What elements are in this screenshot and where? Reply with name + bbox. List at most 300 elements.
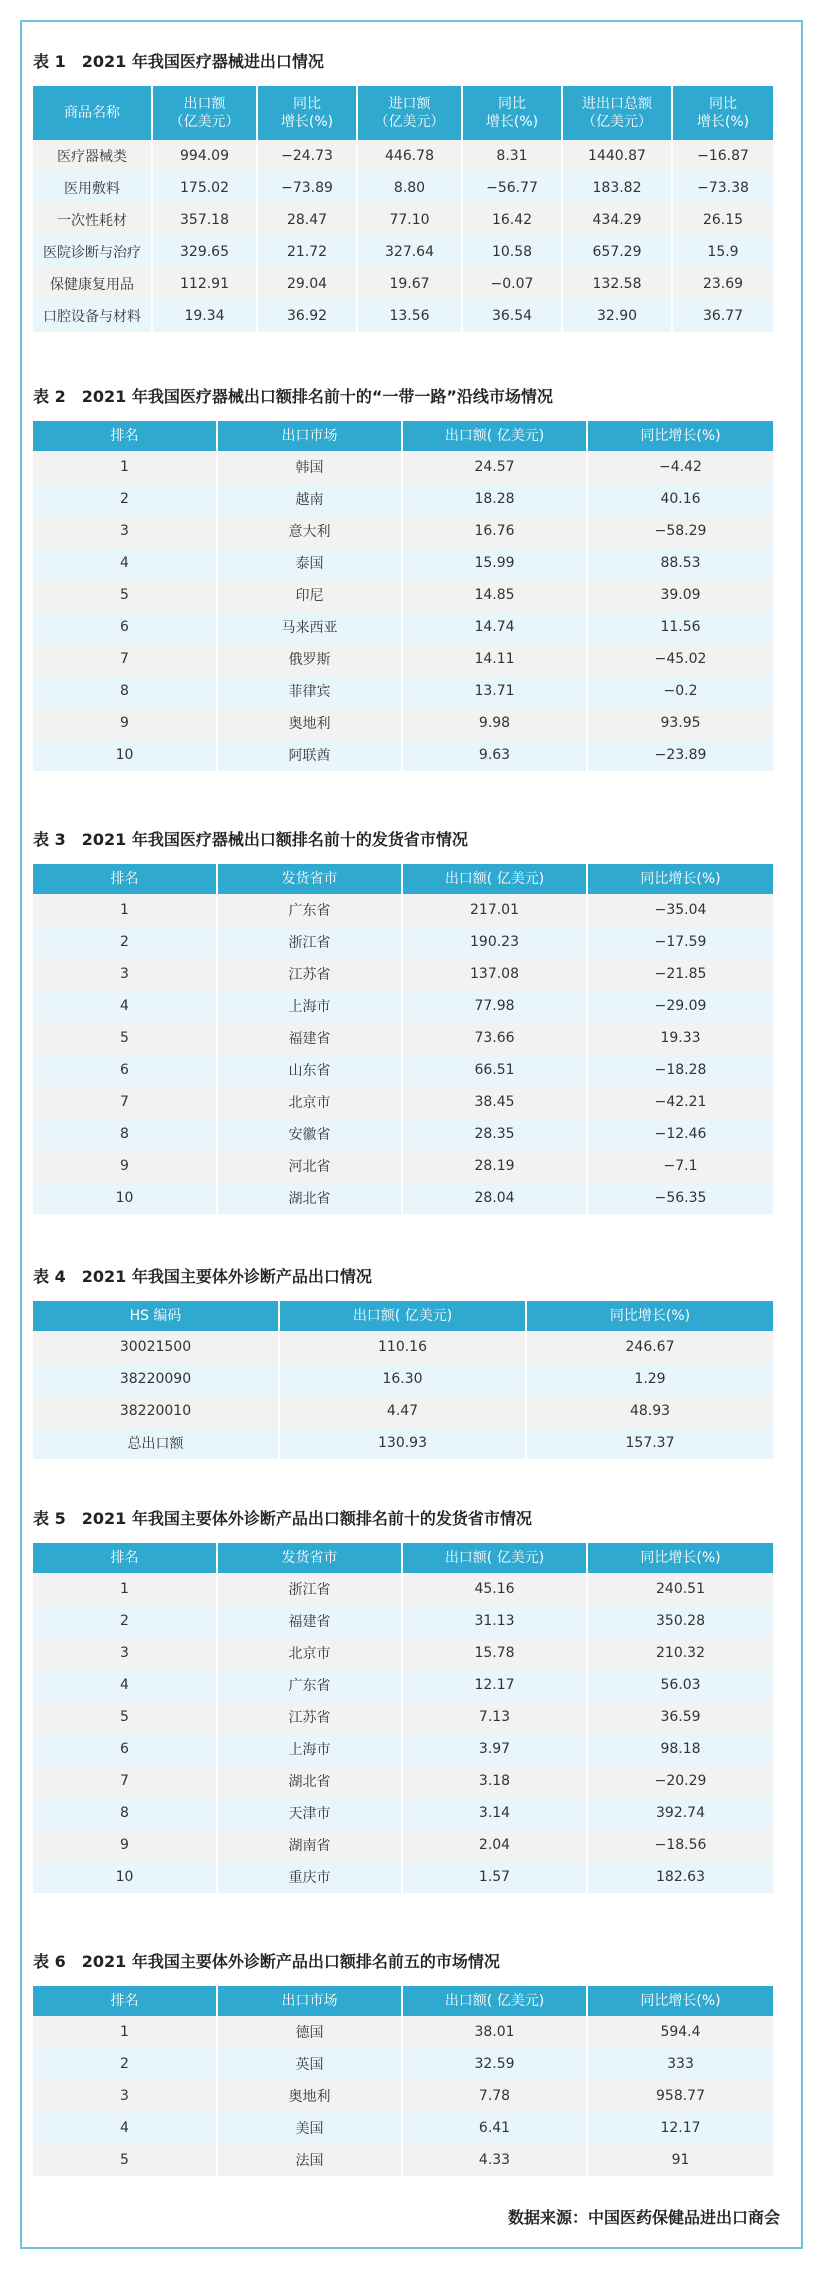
table-caption — [33, 1265, 773, 1289]
table-cell: 38220090 — [33, 1363, 280, 1395]
table-row — [33, 1733, 773, 1765]
table-cell: 2 — [33, 483, 218, 515]
table-cell: 130.93 — [280, 1427, 527, 1459]
table-cell: 9 — [33, 1150, 218, 1182]
table-cell: 韩国 — [218, 451, 403, 483]
table-cell: 北京市 — [218, 1637, 403, 1669]
table-cell: 110.16 — [280, 1331, 527, 1363]
table-cell: −73.38 — [673, 172, 773, 204]
table-cell: 12.17 — [588, 2112, 773, 2144]
table-cell: 132.58 — [563, 268, 673, 300]
table-cell: 江苏省 — [218, 1701, 403, 1733]
table-cell: 32.90 — [563, 300, 673, 332]
table-row — [33, 1669, 773, 1701]
table-row — [33, 236, 773, 268]
table-cell: 11.56 — [588, 611, 773, 643]
table-section-2 — [33, 385, 773, 771]
table-caption — [33, 1950, 773, 1974]
table-cell: 45.16 — [403, 1573, 588, 1605]
table-row — [33, 2048, 773, 2080]
table-number: 表 5 — [33, 1509, 66, 1528]
table-cell: 浙江省 — [218, 926, 403, 958]
table-cell: 12.17 — [403, 1669, 588, 1701]
table-cell: 217.01 — [403, 894, 588, 926]
table-cell: 10 — [33, 1861, 218, 1893]
table-cell: 美国 — [218, 2112, 403, 2144]
table-row — [33, 1150, 773, 1182]
data-table — [33, 421, 773, 771]
table-cell: 广东省 — [218, 894, 403, 926]
table-cell: −17.59 — [588, 926, 773, 958]
table-cell: 德国 — [218, 2016, 403, 2048]
table-cell: 434.29 — [563, 204, 673, 236]
table-cell: 2.04 — [403, 1829, 588, 1861]
table-cell: 39.09 — [588, 579, 773, 611]
table-row — [33, 579, 773, 611]
table-cell: 14.11 — [403, 643, 588, 675]
table-cell: 357.18 — [153, 204, 258, 236]
column-header: 发货省市 — [218, 864, 403, 894]
table-cell: 333 — [588, 2048, 773, 2080]
column-header: 进口额 （亿美元） — [358, 86, 463, 140]
table-cell: 3 — [33, 515, 218, 547]
table-cell: 2 — [33, 1605, 218, 1637]
table-row — [33, 1605, 773, 1637]
column-header: 出口额( 亿美元) — [403, 1986, 588, 2016]
table-cell: 7 — [33, 1765, 218, 1797]
table-cell: 上海市 — [218, 1733, 403, 1765]
table-cell: −20.29 — [588, 1765, 773, 1797]
table-cell: 19.34 — [153, 300, 258, 332]
table-cell: −58.29 — [588, 515, 773, 547]
table-cell: 183.82 — [563, 172, 673, 204]
table-row — [33, 1086, 773, 1118]
table-row — [33, 204, 773, 236]
table-cell: −18.28 — [588, 1054, 773, 1086]
column-header: 排名 — [33, 421, 218, 451]
table-cell: 594.4 — [588, 2016, 773, 2048]
table-cell: 马来西亚 — [218, 611, 403, 643]
table-cell: 29.04 — [258, 268, 358, 300]
table-cell: −56.77 — [463, 172, 563, 204]
table-cell: 一次性耗材 — [33, 204, 153, 236]
table-cell: 天津市 — [218, 1797, 403, 1829]
table-cell: 73.66 — [403, 1022, 588, 1054]
table-cell: 77.10 — [358, 204, 463, 236]
table-cell: 10.58 — [463, 236, 563, 268]
table-cell: 66.51 — [403, 1054, 588, 1086]
table-cell: −42.21 — [588, 1086, 773, 1118]
table-cell: 山东省 — [218, 1054, 403, 1086]
table-cell: 浙江省 — [218, 1573, 403, 1605]
column-header: 出口额( 亿美元) — [403, 1543, 588, 1573]
table-cell: 6 — [33, 1054, 218, 1086]
table-row — [33, 739, 773, 771]
table-title: 2021 年我国医疗器械出口额排名前十的发货省市情况 — [81, 830, 468, 849]
table-cell: 1 — [33, 2016, 218, 2048]
table-cell: 7.13 — [403, 1701, 588, 1733]
table-cell: −29.09 — [588, 990, 773, 1022]
table-cell: 7 — [33, 643, 218, 675]
table-row — [33, 958, 773, 990]
table-row — [33, 300, 773, 332]
table-section-1 — [33, 50, 773, 332]
column-header: 发货省市 — [218, 1543, 403, 1573]
table-cell: 意大利 — [218, 515, 403, 547]
table-cell: 3 — [33, 1637, 218, 1669]
table-row — [33, 1022, 773, 1054]
table-cell: 23.69 — [673, 268, 773, 300]
table-cell: 240.51 — [588, 1573, 773, 1605]
table-cell: 13.71 — [403, 675, 588, 707]
table-cell: 湖北省 — [218, 1765, 403, 1797]
table-cell: 医用敷料 — [33, 172, 153, 204]
table-cell: 2 — [33, 926, 218, 958]
column-header: 同比 增长(%) — [463, 86, 563, 140]
table-cell: 湖南省 — [218, 1829, 403, 1861]
table-cell: 福建省 — [218, 1022, 403, 1054]
table-cell: 俄罗斯 — [218, 643, 403, 675]
table-cell: 137.08 — [403, 958, 588, 990]
table-cell: 329.65 — [153, 236, 258, 268]
table-cell: 5 — [33, 579, 218, 611]
table-cell: 印尼 — [218, 579, 403, 611]
table-cell: 奥地利 — [218, 2080, 403, 2112]
table-cell: 福建省 — [218, 1605, 403, 1637]
table-row — [33, 1829, 773, 1861]
table-cell: 保健康复用品 — [33, 268, 153, 300]
table-cell: 5 — [33, 1701, 218, 1733]
table-row — [33, 268, 773, 300]
table-cell: 广东省 — [218, 1669, 403, 1701]
table-number: 表 1 — [33, 52, 66, 71]
table-cell: −24.73 — [258, 140, 358, 172]
table-cell: 口腔设备与材料 — [33, 300, 153, 332]
table-cell: 994.09 — [153, 140, 258, 172]
table-row — [33, 1118, 773, 1150]
table-row — [33, 1331, 773, 1363]
table-cell: 175.02 — [153, 172, 258, 204]
table-cell: 7.78 — [403, 2080, 588, 2112]
table-cell: 36.77 — [673, 300, 773, 332]
table-cell: 3 — [33, 2080, 218, 2112]
table-cell: 菲律宾 — [218, 675, 403, 707]
table-cell: 上海市 — [218, 990, 403, 1022]
table-cell: −4.42 — [588, 451, 773, 483]
table-number: 表 2 — [33, 387, 66, 406]
table-cell: −56.35 — [588, 1182, 773, 1214]
table-row — [33, 1427, 773, 1459]
table-row — [33, 611, 773, 643]
table-cell: 28.35 — [403, 1118, 588, 1150]
column-header: 同比 增长(%) — [673, 86, 773, 140]
table-cell: 9 — [33, 707, 218, 739]
table-cell: 13.56 — [358, 300, 463, 332]
table-cell: 246.67 — [527, 1331, 773, 1363]
table-cell: 38220010 — [33, 1395, 280, 1427]
table-row — [33, 1363, 773, 1395]
table-cell: 10 — [33, 739, 218, 771]
table-cell: −16.87 — [673, 140, 773, 172]
table-cell: 157.37 — [527, 1427, 773, 1459]
table-cell: 英国 — [218, 2048, 403, 2080]
table-cell: 28.04 — [403, 1182, 588, 1214]
column-header: 同比增长(%) — [588, 421, 773, 451]
table-row — [33, 1182, 773, 1214]
table-section-5 — [33, 1507, 773, 1893]
table-cell: 2 — [33, 2048, 218, 2080]
table-row — [33, 1054, 773, 1086]
column-header: 同比 增长(%) — [258, 86, 358, 140]
table-cell: −73.89 — [258, 172, 358, 204]
column-header: 同比增长(%) — [588, 864, 773, 894]
table-cell: 21.72 — [258, 236, 358, 268]
table-row — [33, 483, 773, 515]
table-cell: 48.93 — [527, 1395, 773, 1427]
table-cell: −45.02 — [588, 643, 773, 675]
table-row — [33, 926, 773, 958]
table-cell: 3.18 — [403, 1765, 588, 1797]
table-number: 表 4 — [33, 1267, 66, 1286]
table-cell: 18.28 — [403, 483, 588, 515]
column-header: 商品名称 — [33, 86, 153, 140]
table-cell: 15.78 — [403, 1637, 588, 1669]
table-caption — [33, 1507, 773, 1531]
table-cell: 26.15 — [673, 204, 773, 236]
table-cell: 8 — [33, 1797, 218, 1829]
table-title: 2021 年我国主要体外诊断产品出口额排名前十的发货省市情况 — [81, 1509, 532, 1528]
table-cell: 88.53 — [588, 547, 773, 579]
table-cell: 4.33 — [403, 2144, 588, 2176]
table-row — [33, 2016, 773, 2048]
table-row — [33, 1797, 773, 1829]
table-cell: −0.2 — [588, 675, 773, 707]
column-header: 排名 — [33, 1986, 218, 2016]
table-row — [33, 1637, 773, 1669]
column-header: 排名 — [33, 1543, 218, 1573]
table-cell: 法国 — [218, 2144, 403, 2176]
table-cell: 医院诊断与治疗 — [33, 236, 153, 268]
table-cell: 36.59 — [588, 1701, 773, 1733]
table-row — [33, 1765, 773, 1797]
data-table — [33, 1301, 773, 1459]
header-row — [33, 86, 773, 140]
table-cell: 3.97 — [403, 1733, 588, 1765]
table-cell: 392.74 — [588, 1797, 773, 1829]
column-header: 同比增长(%) — [527, 1301, 773, 1331]
table-cell: 4 — [33, 547, 218, 579]
table-cell: 28.19 — [403, 1150, 588, 1182]
table-cell: 江苏省 — [218, 958, 403, 990]
table-row — [33, 707, 773, 739]
table-cell: 6 — [33, 611, 218, 643]
table-row — [33, 675, 773, 707]
table-cell: 8.80 — [358, 172, 463, 204]
table-cell: −18.56 — [588, 1829, 773, 1861]
table-cell: 36.54 — [463, 300, 563, 332]
table-cell: 9.63 — [403, 739, 588, 771]
table-caption — [33, 50, 773, 74]
column-header: 出口额 （亿美元） — [153, 86, 258, 140]
column-header: 出口额( 亿美元) — [403, 864, 588, 894]
table-cell: 958.77 — [588, 2080, 773, 2112]
table-cell: 28.47 — [258, 204, 358, 236]
data-table — [33, 1986, 773, 2176]
table-caption — [33, 385, 773, 409]
header-row — [33, 1986, 773, 2016]
table-cell: 1 — [33, 894, 218, 926]
table-cell: 446.78 — [358, 140, 463, 172]
table-row — [33, 990, 773, 1022]
table-cell: 30021500 — [33, 1331, 280, 1363]
table-cell: 15.99 — [403, 547, 588, 579]
table-cell: 安徽省 — [218, 1118, 403, 1150]
table-cell: 1 — [33, 1573, 218, 1605]
table-number: 表 3 — [33, 830, 66, 849]
table-cell: 4 — [33, 2112, 218, 2144]
column-header: 同比增长(%) — [588, 1543, 773, 1573]
table-cell: 15.9 — [673, 236, 773, 268]
table-cell: 38.45 — [403, 1086, 588, 1118]
table-row — [33, 1701, 773, 1733]
table-cell: 阿联酋 — [218, 739, 403, 771]
table-cell: 327.64 — [358, 236, 463, 268]
table-row — [33, 2112, 773, 2144]
table-row — [33, 1395, 773, 1427]
table-section-4 — [33, 1265, 773, 1459]
table-cell: 奥地利 — [218, 707, 403, 739]
table-cell: 16.42 — [463, 204, 563, 236]
column-header: 出口市场 — [218, 1986, 403, 2016]
table-cell: 6.41 — [403, 2112, 588, 2144]
table-cell: 16.30 — [280, 1363, 527, 1395]
table-cell: −21.85 — [588, 958, 773, 990]
table-title: 2021 年我国医疗器械出口额排名前十的“一带一路”沿线市场情况 — [81, 387, 553, 406]
column-header: 同比增长(%) — [588, 1986, 773, 2016]
table-cell: 190.23 — [403, 926, 588, 958]
header-row — [33, 1301, 773, 1331]
table-cell: 总出口额 — [33, 1427, 280, 1459]
table-cell: 重庆市 — [218, 1861, 403, 1893]
column-header: 出口额( 亿美元) — [280, 1301, 527, 1331]
table-cell: 1440.87 — [563, 140, 673, 172]
data-table — [33, 86, 773, 332]
column-header: 排名 — [33, 864, 218, 894]
table-cell: 1 — [33, 451, 218, 483]
table-row — [33, 894, 773, 926]
table-cell: 93.95 — [588, 707, 773, 739]
table-cell: 医疗器械类 — [33, 140, 153, 172]
table-row — [33, 2144, 773, 2176]
table-cell: 182.63 — [588, 1861, 773, 1893]
table-row — [33, 643, 773, 675]
table-row — [33, 547, 773, 579]
column-header: HS 编码 — [33, 1301, 280, 1331]
table-cell: 112.91 — [153, 268, 258, 300]
data-table — [33, 864, 773, 1214]
table-cell: 7 — [33, 1086, 218, 1118]
table-cell: 77.98 — [403, 990, 588, 1022]
table-cell: 9.98 — [403, 707, 588, 739]
table-section-6 — [33, 1950, 773, 2176]
table-cell: 8 — [33, 675, 218, 707]
data-source: 数据来源：中国医药保健品进出口商会 — [507, 2208, 780, 2227]
table-cell: −12.46 — [588, 1118, 773, 1150]
table-cell: 98.18 — [588, 1733, 773, 1765]
table-cell: −35.04 — [588, 894, 773, 926]
table-cell: 8.31 — [463, 140, 563, 172]
data-table — [33, 1543, 773, 1893]
table-cell: 5 — [33, 2144, 218, 2176]
table-cell: 350.28 — [588, 1605, 773, 1637]
table-cell: 38.01 — [403, 2016, 588, 2048]
table-cell: 40.16 — [588, 483, 773, 515]
table-title: 2021 年我国主要体外诊断产品出口额排名前五的市场情况 — [81, 1952, 500, 1971]
table-row — [33, 2080, 773, 2112]
table-cell: 北京市 — [218, 1086, 403, 1118]
table-cell: 湖北省 — [218, 1182, 403, 1214]
table-cell: 9 — [33, 1829, 218, 1861]
table-row — [33, 1861, 773, 1893]
table-title: 2021 年我国医疗器械进出口情况 — [81, 52, 324, 71]
table-cell: 河北省 — [218, 1150, 403, 1182]
table-cell: 3.14 — [403, 1797, 588, 1829]
column-header: 出口额( 亿美元) — [403, 421, 588, 451]
table-cell: 8 — [33, 1118, 218, 1150]
table-cell: 1.29 — [527, 1363, 773, 1395]
table-cell: −7.1 — [588, 1150, 773, 1182]
table-cell: 3 — [33, 958, 218, 990]
table-cell: 14.74 — [403, 611, 588, 643]
table-cell: 32.59 — [403, 2048, 588, 2080]
table-cell: 91 — [588, 2144, 773, 2176]
table-cell: 4 — [33, 1669, 218, 1701]
table-cell: 4.47 — [280, 1395, 527, 1427]
table-cell: 56.03 — [588, 1669, 773, 1701]
table-row — [33, 140, 773, 172]
header-row — [33, 864, 773, 894]
table-cell: 210.32 — [588, 1637, 773, 1669]
table-cell: 10 — [33, 1182, 218, 1214]
table-cell: 19.67 — [358, 268, 463, 300]
header-row — [33, 421, 773, 451]
table-row — [33, 172, 773, 204]
table-title: 2021 年我国主要体外诊断产品出口情况 — [81, 1267, 372, 1286]
table-cell: 泰国 — [218, 547, 403, 579]
table-cell: 6 — [33, 1733, 218, 1765]
table-cell: 657.29 — [563, 236, 673, 268]
table-cell: 19.33 — [588, 1022, 773, 1054]
table-cell: 24.57 — [403, 451, 588, 483]
table-row — [33, 451, 773, 483]
table-cell: 16.76 — [403, 515, 588, 547]
table-cell: 36.92 — [258, 300, 358, 332]
table-row — [33, 1573, 773, 1605]
table-cell: 31.13 — [403, 1605, 588, 1637]
header-row — [33, 1543, 773, 1573]
table-cell: 5 — [33, 1022, 218, 1054]
table-cell: 4 — [33, 990, 218, 1022]
table-row — [33, 515, 773, 547]
column-header: 出口市场 — [218, 421, 403, 451]
table-number: 表 6 — [33, 1952, 66, 1971]
table-cell: 14.85 — [403, 579, 588, 611]
table-cell: 越南 — [218, 483, 403, 515]
table-caption — [33, 828, 773, 852]
table-cell: 1.57 — [403, 1861, 588, 1893]
table-cell: −23.89 — [588, 739, 773, 771]
table-section-3 — [33, 828, 773, 1214]
